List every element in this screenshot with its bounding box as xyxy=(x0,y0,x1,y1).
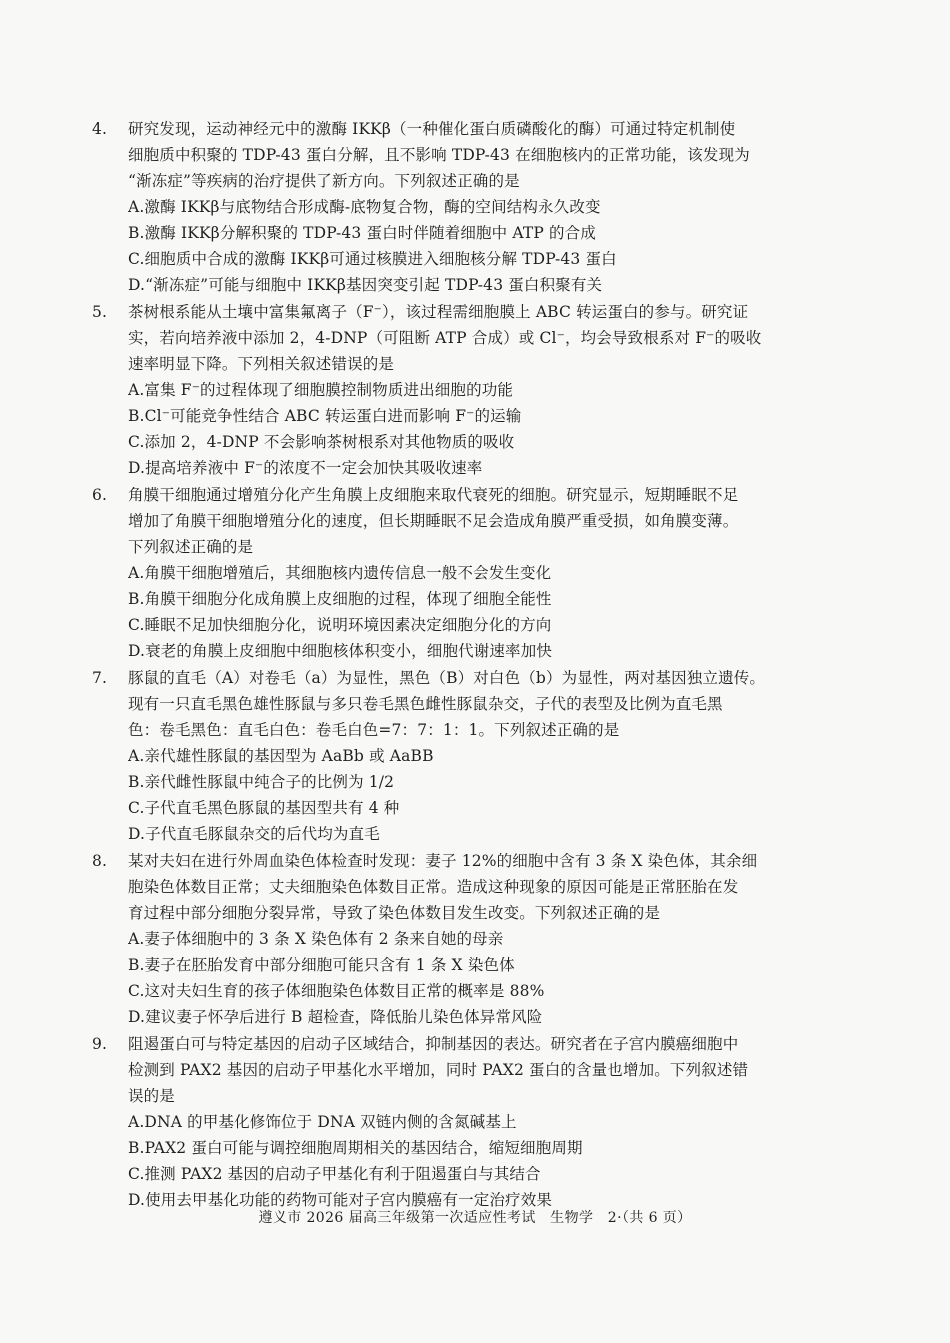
question-4 xyxy=(92,116,862,298)
question-8-body xyxy=(128,848,862,1030)
question-9-stem-line-2: 检测到 PAX2 基因的启动子甲基化水平增加，同时 PAX2 蛋白的含量也增加。下列叙述错 xyxy=(128,1061,749,1079)
question-9-option-b: B.PAX2 蛋白可能与调控细胞周期相关的基因结合，缩短细胞周期 xyxy=(128,1139,583,1157)
question-7-option-d: D.子代直毛豚鼠杂交的后代均为直毛 xyxy=(128,825,380,843)
question-5-stem-line-1: 茶树根系能从土壤中富集氟离子（F⁻），该过程需细胞膜上 ABC 转运蛋白的参与。研究证 xyxy=(128,303,749,321)
question-7-option-c: C.子代直毛黑色豚鼠的基因型共有 4 种 xyxy=(128,799,400,817)
question-9-option-d: D.使用去甲基化功能的药物可能对子宫内膜癌有一定治疗效果 xyxy=(128,1191,553,1209)
question-4-body xyxy=(128,116,862,298)
question-9-number: 9. xyxy=(92,1035,108,1053)
question-5 xyxy=(92,299,862,481)
question-7 xyxy=(92,665,862,847)
question-8-number: 8. xyxy=(92,852,108,870)
question-5-option-d: D.提高培养液中 F⁻的浓度不一定会加快其吸收速率 xyxy=(128,459,483,477)
question-8-option-a: A.妻子体细胞中的 3 条 X 染色体有 2 条来自她的母亲 xyxy=(128,930,504,948)
question-4-option-b: B.激酶 IKKβ分解积聚的 TDP-43 蛋白时伴随着细胞中 ATP 的合成 xyxy=(128,224,596,242)
question-6-body xyxy=(128,482,862,664)
question-8-stem-line-2: 胞染色体数目正常；丈夫细胞染色体数目正常。造成这种现象的原因可能是正常胚胎在发 xyxy=(128,878,739,896)
question-6-row xyxy=(92,482,862,664)
question-5-option-c: C.添加 2，4-DNP 不会影响茶树根系对其他物质的吸收 xyxy=(128,433,515,451)
question-6 xyxy=(92,482,862,664)
question-4-option-c: C.细胞质中合成的激酶 IKKβ可通过核膜进入细胞核分解 TDP-43 蛋白 xyxy=(128,250,617,268)
question-4-stem-line-1: 研究发现，运动神经元中的激酶 IKKβ（一种催化蛋白质磷酸化的酶）可通过特定机制使 xyxy=(128,120,736,138)
question-9-body xyxy=(128,1031,862,1213)
question-6-stem-line-2: 增加了角膜干细胞增殖分化的速度，但长期睡眠不足会造成角膜严重受损，如角膜变薄。 xyxy=(128,512,739,530)
question-7-body xyxy=(128,665,862,847)
question-list xyxy=(92,116,862,1214)
question-5-stem-line-2: 实，若向培养液中添加 2，4-DNP（可阻断 ATP 合成）或 Cl⁻，均会导致根系对 F⁻的吸收 xyxy=(128,329,762,347)
question-5-row xyxy=(92,299,862,481)
question-4-option-d: D.“渐冻症”可能与细胞中 IKKβ基因突变引起 TDP-43 蛋白积聚有关 xyxy=(128,276,603,294)
question-5-option-b: B.Cl⁻可能竞争性结合 ABC 转运蛋白进而影响 F⁻的运输 xyxy=(128,407,522,425)
question-8-option-c: C.这对夫妇生育的孩子体细胞染色体数目正常的概率是 88% xyxy=(128,982,545,1000)
question-6-stem-line-3: 下列叙述正确的是 xyxy=(128,538,254,556)
question-8-option-b: B.妻子在胚胎发育中部分细胞可能只含有 1 条 X 染色体 xyxy=(128,956,515,974)
question-8 xyxy=(92,848,862,1030)
question-5-stem-line-3: 速率明显下降。下列相关叙述错误的是 xyxy=(128,355,395,373)
question-4-row xyxy=(92,116,862,298)
question-5-body xyxy=(128,299,862,481)
question-5-number: 5. xyxy=(92,303,108,321)
question-9-row xyxy=(92,1031,862,1213)
question-9-option-a: A.DNA 的甲基化修饰位于 DNA 双链内侧的含氮碱基上 xyxy=(128,1113,517,1131)
question-6-option-c: C.睡眠不足加快细胞分化，说明环境因素决定细胞分化的方向 xyxy=(128,616,552,634)
question-7-row xyxy=(92,665,862,847)
question-7-stem-line-3: 色：卷毛黑色：直毛白色：卷毛白色=7：7：1：1。下列叙述正确的是 xyxy=(128,721,620,739)
question-7-stem-line-2: 现有一只直毛黑色雄性豚鼠与多只卷毛黑色雌性豚鼠杂交，子代的表型及比例为直毛黑 xyxy=(128,695,723,713)
question-6-option-a: A.角膜干细胞增殖后，其细胞核内遗传信息一般不会发生变化 xyxy=(128,564,552,582)
question-4-stem-line-2: 细胞质中积聚的 TDP-43 蛋白分解，且不影响 TDP-43 在细胞核内的正常功能，该发现为 xyxy=(128,146,750,164)
question-4-option-a: A.激酶 IKKβ与底物结合形成酶-底物复合物，酶的空间结构永久改变 xyxy=(128,198,601,216)
question-6-option-d: D.衰老的角膜上皮细胞中细胞核体积变小，细胞代谢速率加快 xyxy=(128,642,553,660)
question-8-option-d: D.建议妻子怀孕后进行 B 超检查，降低胎儿染色体异常风险 xyxy=(128,1008,543,1026)
question-8-stem-line-3: 育过程中部分细胞分裂异常，导致了染色体数目发生改变。下列叙述正确的是 xyxy=(128,904,661,922)
question-9-stem-line-1: 阻遏蛋白可与特定基因的启动子区域结合，抑制基因的表达。研究者在子宫内膜癌细胞中 xyxy=(128,1035,739,1053)
question-7-option-b: B.亲代雌性豚鼠中纯合子的比例为 1/2 xyxy=(128,773,395,791)
question-5-option-a: A.富集 F⁻的过程体现了细胞膜控制物质进出细胞的功能 xyxy=(128,381,514,399)
question-6-number: 6. xyxy=(92,486,108,504)
question-6-stem-line-1: 角膜干细胞通过增殖分化产生角膜上皮细胞来取代衰死的细胞。研究显示，短期睡眠不足 xyxy=(128,486,739,504)
question-4-stem-line-3: “渐冻症”等疾病的治疗提供了新方向。下列叙述正确的是 xyxy=(128,172,520,190)
question-6-option-b: B.角膜干细胞分化成角膜上皮细胞的过程，体现了细胞全能性 xyxy=(128,590,552,608)
question-8-stem-line-1: 某对夫妇在进行外周血染色体检查时发现：妻子 12%的细胞中含有 3 条 X 染色体，其余细 xyxy=(128,852,758,870)
question-4-number: 4. xyxy=(92,120,108,138)
question-7-number: 7. xyxy=(92,669,108,687)
question-7-option-a: A.亲代雄性豚鼠的基因型为 AaBb 或 AaBB xyxy=(128,747,434,765)
question-7-stem-line-1: 豚鼠的直毛（A）对卷毛（a）为显性，黑色（B）对白色（b）为显性，两对基因独立遗传。 xyxy=(128,669,766,687)
question-9-option-c: C.推测 PAX2 基因的启动子甲基化有利于阻遏蛋白与其结合 xyxy=(128,1165,541,1183)
question-9-stem-line-3: 误的是 xyxy=(128,1087,175,1105)
question-9 xyxy=(92,1031,862,1213)
question-8-row xyxy=(92,848,862,1030)
page-footer: 遵义市 2026 届高三年级第一次适应性考试 生物学 2·（共 6 页） xyxy=(258,1210,692,1226)
